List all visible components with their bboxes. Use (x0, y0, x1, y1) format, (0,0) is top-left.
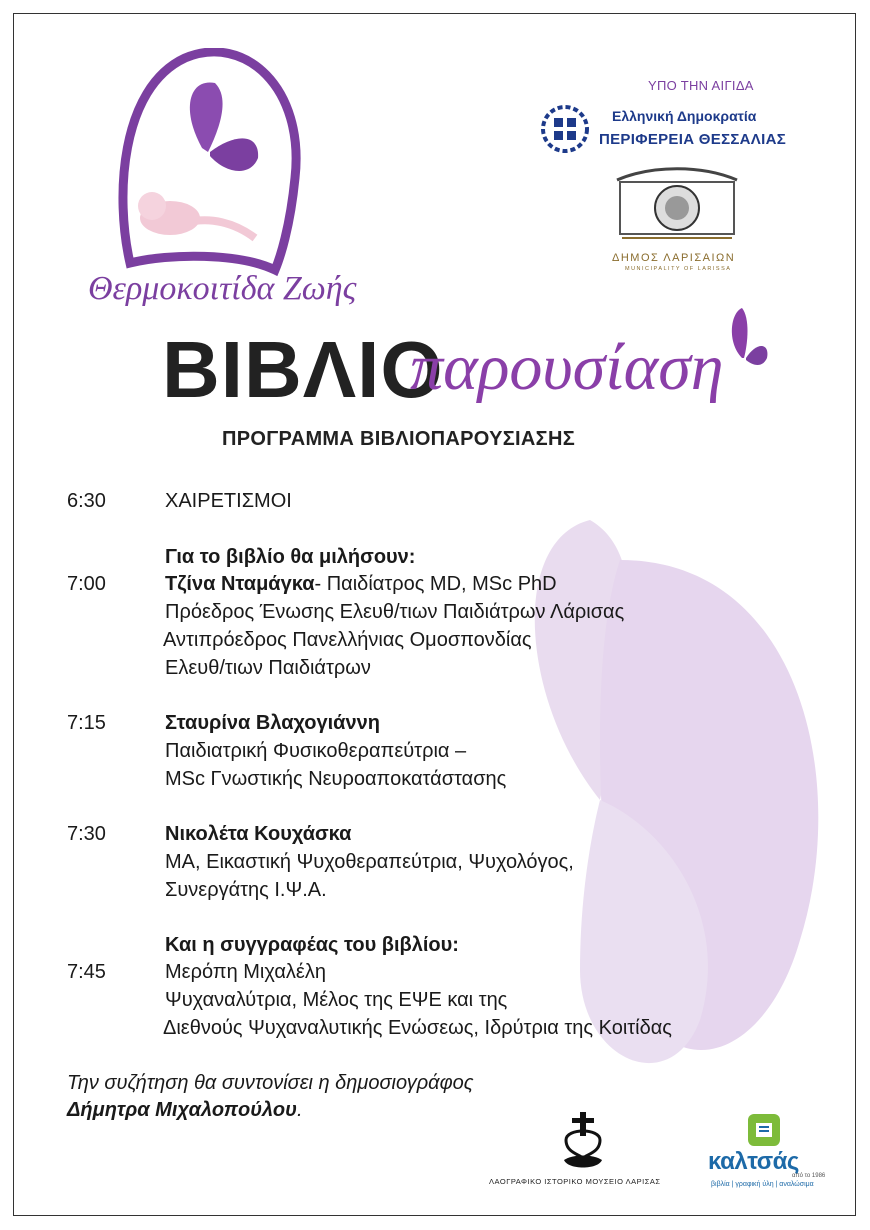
author-role: Ψυχαναλύτρια, Μέλος της ΕΨΕ και της (165, 989, 508, 1011)
kaltsas-tagline: βιβλία | γραφική ύλη | αναλώσιμα (711, 1181, 814, 1188)
title-part-1: ΒΙΒΛΙΟ (162, 325, 444, 414)
municipality-name-en: MUNICIPALITY OF LARISSA (625, 266, 732, 272)
speaker-role: - Παιδίατρος MD, MSc PhD (314, 573, 557, 595)
speakers-heading: Για το βιβλίο θα μιλήσουν: (165, 546, 416, 568)
speaker-role: Παιδιατρική Φυσικοθεραπεύτρια – (165, 740, 467, 762)
museum-logo-icon (558, 1110, 608, 1174)
time-slot: 7:00 (67, 573, 106, 595)
moderator-line (67, 1099, 303, 1122)
author-heading: Και η συγγραφέας του βιβλίου: (165, 934, 459, 956)
speaker-name: Σταυρίνα Βλαχογιάννη (165, 712, 380, 734)
program-title: ΠΡΟΓΡΑΜΜΑ ΒΙΒΛΙΟΠΑΡΟΥΣΙΑΣΗΣ (222, 428, 575, 450)
gov-line-2: ΠΕΡΙΦΕΡΕΙΑ ΘΕΣΣΑΛΙΑΣ (599, 131, 787, 148)
moderator-period: . (296, 1099, 303, 1121)
butterfly-icon (722, 303, 772, 373)
time-slot: 6:30 (67, 490, 106, 512)
moderator-intro: Την συζήτηση θα συντονίσει η δημοσιογράφος (67, 1072, 474, 1094)
speaker-role: MSc Γνωστικής Νευροαποκατάστασης (165, 768, 507, 790)
patronage-label: ΥΠΟ ΤΗΝ ΑΙΓΙΔΑ (648, 78, 754, 93)
author-name: Μερόπη Μιχαλέλη (165, 961, 326, 983)
title-part-2: παρουσίαση (410, 331, 724, 404)
speaker-name: Τζίνα Νταμάγκα (165, 573, 315, 595)
speaker-role: Συνεργάτης Ι.Ψ.Α. (165, 879, 327, 901)
time-slot: 7:30 (67, 823, 106, 845)
museum-name: ΛΑΟΓΡΑΦΙΚΟ ΙΣΤΟΡΙΚΟ ΜΟΥΣΕΙΟ ΛΑΡΙΣΑΣ (489, 1177, 661, 1186)
kaltsas-since: από το 1986 (792, 1173, 826, 1179)
speaker-role: Πρόεδρος Ένωσης Ελευθ/τιων Παιδιάτρων Λάρισας (165, 601, 625, 623)
kaltsas-name: καλτσάς (708, 1148, 799, 1175)
speaker-role: Αντιπρόεδρος Πανελλήνιας Ομοσπονδίας (163, 629, 532, 651)
speaker-name: Νικολέτα Κουχάσκα (165, 823, 352, 845)
moderator-name: Δήμητρα Μιχαλοπούλου (67, 1099, 297, 1121)
speaker-role: Ελευθ/τιων Παιδιάτρων (165, 657, 371, 679)
municipality-name: ΔΗΜΟΣ ΛΑΡΙΣΑΙΩΝ (612, 252, 736, 264)
time-slot: 7:45 (67, 961, 106, 983)
incubator-logo-text: Θερμοκοιτίδα Ζωής (88, 270, 357, 307)
greeting: ΧΑΙΡΕΤΙΣΜΟΙ (165, 490, 292, 512)
kaltsas-logo-icon (747, 1113, 781, 1147)
author-role: Διεθνούς Ψυχαναλυτικής Ενώσεως, Ιδρύτρια της Κοιτίδας (163, 1017, 672, 1039)
greek-emblem-icon (540, 104, 590, 154)
speaker-role: ΜΑ, Εικαστική Ψυχοθεραπεύτρια, Ψυχολόγος, (165, 851, 574, 873)
municipality-emblem-icon (612, 160, 742, 252)
gov-line-1: Ελληνική Δημοκρατία (612, 108, 757, 124)
speaker-line (165, 573, 557, 596)
time-slot: 7:15 (67, 712, 106, 734)
